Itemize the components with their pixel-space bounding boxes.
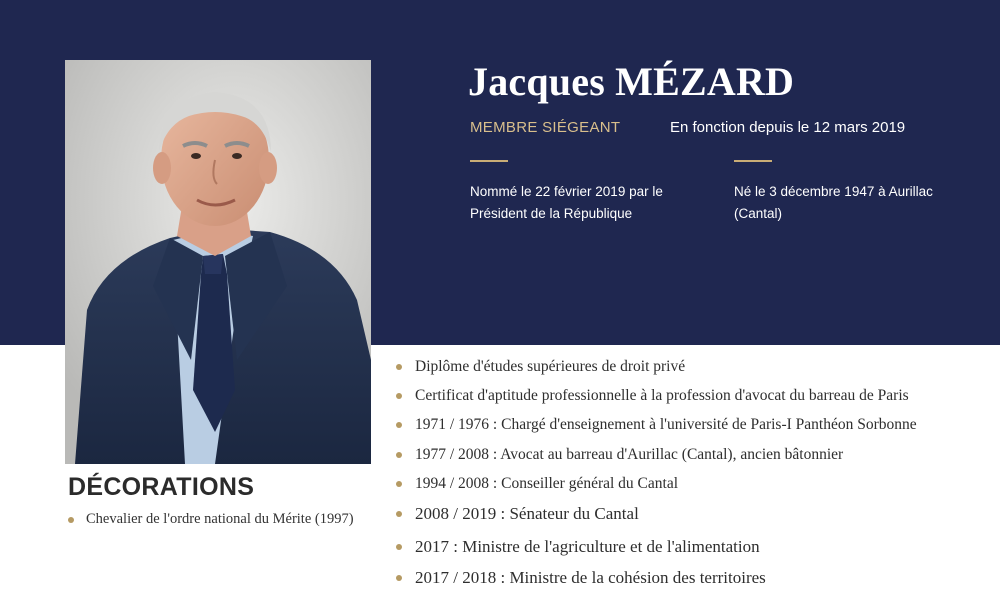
accent-divider bbox=[470, 160, 508, 162]
career-item bbox=[396, 387, 909, 405]
bullet-icon bbox=[396, 422, 402, 428]
bullet-icon bbox=[396, 393, 402, 399]
career-item-label: 1994 / 2008 : Conseiller général du Cantal bbox=[415, 475, 679, 492]
appointment-info: Nommé le 22 février 2019 par le Président de la République bbox=[470, 184, 663, 221]
bullet-icon bbox=[396, 544, 402, 550]
career-item-label: Diplôme d'études supérieures de droit privé bbox=[415, 358, 686, 375]
career-item-label: 1977 / 2008 : Avocat au barreau d'Aurillac (Cantal), ancien bâtonnier bbox=[415, 446, 844, 463]
portrait-photo bbox=[65, 60, 371, 464]
bullet-icon bbox=[396, 511, 402, 517]
bullet-icon bbox=[396, 452, 402, 458]
birth-info: Né le 3 décembre 1947 à Aurillac (Cantal) bbox=[734, 184, 933, 221]
career-item bbox=[396, 416, 917, 434]
bullet-icon bbox=[396, 364, 402, 370]
bullet-icon bbox=[396, 575, 402, 581]
decorations-heading: DÉCORATIONS bbox=[68, 473, 255, 501]
term-start: En fonction depuis le 12 mars 2019 bbox=[670, 119, 906, 136]
career-item bbox=[396, 568, 766, 588]
career-item bbox=[396, 504, 639, 524]
career-item bbox=[396, 537, 760, 557]
career-item-label: 2017 : Ministre de l'agriculture et de l'alimentation bbox=[415, 537, 760, 556]
career-item bbox=[396, 475, 678, 493]
bullet-icon bbox=[68, 517, 74, 523]
decoration-item bbox=[68, 511, 354, 528]
accent-divider bbox=[734, 160, 772, 162]
career-item-label: 1971 / 1976 : Chargé d'enseignement à l'université de Paris-I Panthéon Sorbonne bbox=[415, 416, 917, 433]
bullet-icon bbox=[396, 481, 402, 487]
decoration-label: Chevalier de l'ordre national du Mérite (1997) bbox=[86, 511, 354, 527]
member-name: Jacques MÉZARD bbox=[468, 59, 795, 104]
career-item bbox=[396, 446, 843, 464]
member-role: MEMBRE SIÉGEANT bbox=[470, 119, 621, 136]
career-item-label: Certificat d'aptitude professionnelle à la profession d'avocat du barreau de Paris bbox=[415, 387, 909, 404]
career-item-label: 2017 / 2018 : Ministre de la cohésion des territoires bbox=[415, 568, 766, 587]
career-item-label: 2008 / 2019 : Sénateur du Cantal bbox=[415, 504, 639, 523]
career-item bbox=[396, 358, 685, 376]
